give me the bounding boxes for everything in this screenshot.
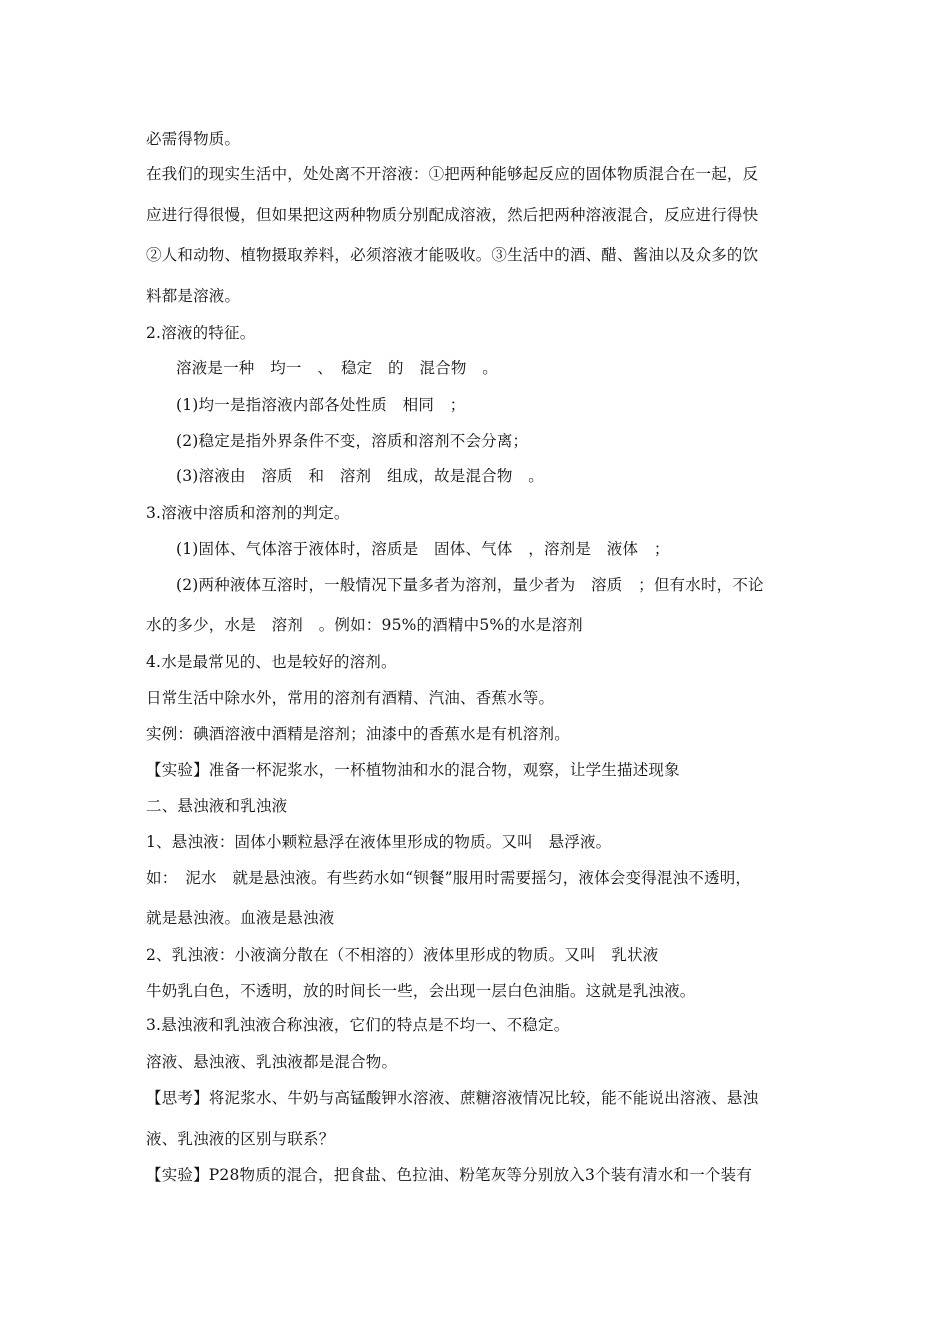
text-line: 料都是溶液。	[146, 287, 241, 305]
text-line: (3)溶液由 溶质 和 溶剂 组成，故是混合物 。	[176, 467, 544, 485]
text-line: 3.悬浊液和乳浊液合称浊液，它们的特点是不均一、不稳定。	[146, 1016, 570, 1034]
text-line: 【实验】P28物质的混合，把食盐、色拉油、粉笔灰等分别放入3个装有清水和一个装有	[146, 1166, 753, 1184]
text-line: ②人和动物、植物摄取养料，必须溶液才能吸收。③生活中的酒、醋、酱油以及众多的饮	[146, 246, 759, 264]
section-heading: 2.溶液的特征。	[146, 324, 256, 342]
text-line: 牛奶乳白色，不透明，放的时间长一些，会出现一层白色油脂。这就是乳浊液。	[146, 982, 696, 1000]
text-line: 就是悬浊液。血液是悬浊液	[146, 909, 335, 927]
text-line: (2)稳定是指外界条件不变，溶质和溶剂不会分离；	[176, 432, 529, 450]
text-line: 2、乳浊液：小液滴分散在（不相溶的）液体里形成的物质。又叫 乳状液	[146, 946, 659, 964]
text-line: 1、悬浊液：固体小颗粒悬浮在液体里形成的物质。又叫 悬浮液。	[146, 833, 612, 851]
text-line: 溶液是一种 均一 、 稳定 的 混合物 。	[176, 359, 498, 377]
text-line: 应进行得很慢，但如果把这两种物质分别配成溶液，然后把两种溶液混合，反应进行得快	[146, 206, 759, 224]
section-heading: 二、悬浊液和乳浊液	[146, 797, 288, 815]
text-line: (2)两种液体互溶时，一般情况下量多者为溶剂，量少者为 溶质 ；但有水时，不论	[176, 576, 764, 594]
text-line: 必需得物质。	[146, 130, 241, 148]
text-line: 在我们的现实生活中，处处离不开溶液：①把两种能够起反应的固体物质混合在一起，反	[146, 165, 759, 183]
text-line: (1)固体、气体溶于液体时，溶质是 固体、气体 ，溶剂是 液体 ；	[176, 540, 670, 558]
text-line: 【思考】将泥浆水、牛奶与高锰酸钾水溶液、蔗糖溶液情况比较，能不能说出溶液、悬浊	[146, 1089, 759, 1107]
section-heading: 3.溶液中溶质和溶剂的判定。	[146, 504, 350, 522]
text-line: 实例：碘酒溶液中酒精是溶剂；油漆中的香蕉水是有机溶剂。	[146, 725, 570, 743]
text-line: 如： 泥水 就是悬浊液。有些药水如“钡餐”服用时需要摇匀，液体会变得混浊不透明，	[146, 869, 752, 887]
text-line: 【实验】准备一杯泥浆水，一杯植物油和水的混合物，观察，让学生描述现象	[146, 761, 680, 779]
text-line: 水的多少，水是 溶剂 。例如：95%的酒精中5%的水是溶剂	[146, 616, 583, 634]
text-line: (1)均一是指溶液内部各处性质 相同 ；	[176, 396, 466, 414]
text-line: 溶液、悬浊液、乳浊液都是混合物。	[146, 1053, 398, 1071]
section-heading: 4.水是最常见的、也是较好的溶剂。	[146, 653, 397, 671]
text-line: 日常生活中除水外，常用的溶剂有酒精、汽油、香蕉水等。	[146, 689, 555, 707]
text-line: 液、乳浊液的区别与联系？	[146, 1130, 335, 1148]
